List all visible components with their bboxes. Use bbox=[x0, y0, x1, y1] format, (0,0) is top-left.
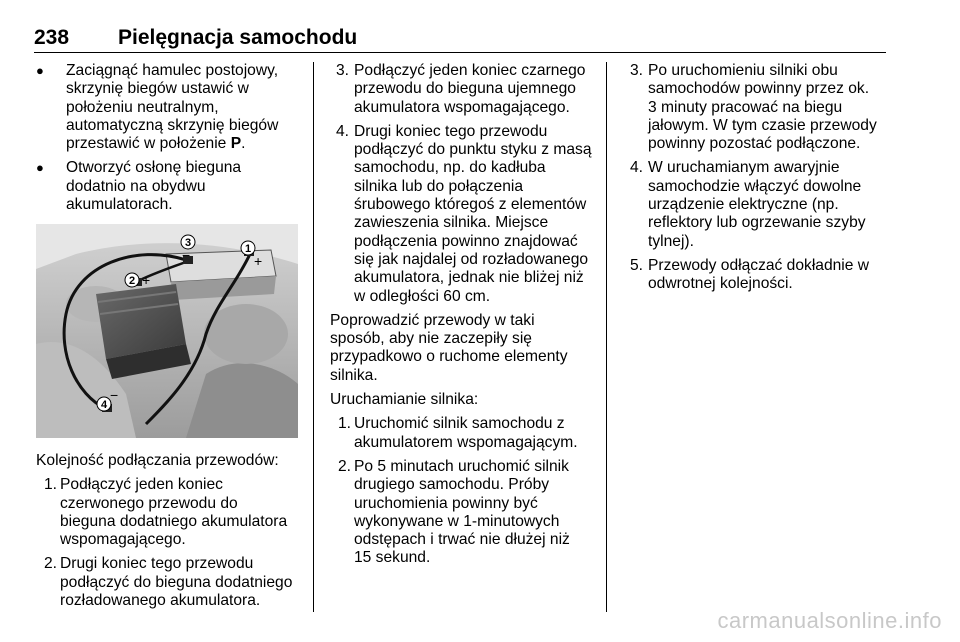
text-line: dodatnio na obydwu bbox=[66, 177, 206, 195]
text-line: Otworzyć osłonę bieguna bbox=[66, 159, 242, 177]
text-line: Zaciągnąć hamulec postojowy, bbox=[66, 62, 279, 79]
list-number: 5. bbox=[630, 256, 644, 274]
text-line: akumulatorach. bbox=[66, 196, 173, 214]
text-line: automatyczną skrzynię biegów bbox=[66, 116, 279, 134]
list-number: 4. bbox=[630, 159, 644, 177]
callout-3-label: 3 bbox=[184, 237, 192, 249]
bullet-icon: ● bbox=[36, 160, 44, 176]
callout-2-label: 2 bbox=[128, 275, 136, 287]
list-item: 4. W uruchamianym awaryjnie samochodzie włączyć dowolne urządzenie elektryczne (np. reflektory lub ogrzewanie szyby tylnej). bbox=[630, 159, 866, 250]
column-1-lower bbox=[36, 452, 300, 616]
text-line: skrzynię biegów ustawić w bbox=[66, 80, 249, 98]
list-number: 3. bbox=[336, 62, 350, 79]
plus-sign: + bbox=[142, 272, 151, 288]
list-number: 4. bbox=[336, 122, 350, 140]
callout-1-label: 1 bbox=[244, 243, 252, 255]
jump-start-illustration bbox=[36, 224, 298, 438]
column-2 bbox=[330, 62, 596, 574]
bullet-item bbox=[36, 159, 300, 214]
plus-sign: + bbox=[254, 253, 263, 269]
gear-position-p: P bbox=[230, 135, 242, 153]
list-item: 3. Po uruchomieniu silniki obu samochodów powinny przez ok. 3 minuty pracować na biegu jałowym. W tym czasie przewody powinny pozostać podłączone. bbox=[630, 62, 877, 153]
list-number: 2. bbox=[338, 457, 352, 475]
paragraph: Poprowadzić przewody w taki sposób, aby nie zaczepiły się przypadkowo o ruchome elementy silnika. bbox=[330, 311, 568, 384]
text-line: przestawić w położenie bbox=[66, 135, 231, 153]
watermark: carmanualsonline.info bbox=[717, 608, 942, 633]
minus-sign: − bbox=[110, 387, 119, 403]
text-line: położeniu neutralnym, bbox=[66, 98, 219, 116]
column-3 bbox=[624, 62, 890, 300]
list-number: 3. bbox=[630, 62, 644, 79]
list-item: 5. Przewody odłączać dokładnie w odwrotnej kolejności. bbox=[630, 256, 870, 293]
list-item: 1. Uruchomić silnik samochodu z akumulatorem wspomagającym. bbox=[338, 415, 578, 451]
list-number: 1. bbox=[44, 476, 58, 494]
list-item: 2. Po 5 minutach uruchomić silnik drugiego samochodu. Próby uruchomienia powinny być wykonywane w 1-minutowych odstępach i trwać nie dłużej niż 15 sekund. bbox=[338, 457, 570, 567]
figure-caption: Kolejność podłączania przewodów: bbox=[36, 452, 279, 469]
bullet-item: ● Zaciągnąć hamulec postojowy, skrzynię biegów ustawić w położeniu neutralnym, automatyczną skrzynię biegów przestawić w położenie P. bbox=[36, 62, 279, 153]
page-title: Pielęgnacja samochodu bbox=[118, 26, 358, 49]
page-header bbox=[34, 26, 886, 52]
minus-sign: − bbox=[182, 247, 191, 263]
subheading: Uruchamianie silnika: bbox=[330, 391, 479, 409]
header-divider bbox=[34, 52, 886, 53]
column-divider-1 bbox=[313, 62, 314, 612]
list-number: 1. bbox=[338, 415, 352, 433]
list-item: 2. Drugi koniec tego przewodu podłączyć do bieguna dodatniego rozładowanego akumulatora. bbox=[44, 555, 293, 610]
list-item: 3. Podłączyć jeden koniec czarnego przewodu do bieguna ujemnego akumulatora wspomagającego. bbox=[336, 62, 586, 116]
list-number: 2. bbox=[44, 555, 58, 573]
bullet-icon: ● bbox=[36, 63, 44, 78]
list-item: 4. Drugi koniec tego przewodu podłączyć do punktu styku z masą samochodu, np. do kadłuba silnika lub do połączenia śrubowego któregoś z elementów zawieszenia silnika. Miejsce podłączenia powinno znajdować się jak najdalej od rozładowanego akumulatora, jednak nie bliżej niż w odległości 60 cm. bbox=[336, 122, 592, 305]
column-divider-2 bbox=[606, 62, 607, 612]
list-item: 1. Podłączyć jeden koniec czerwonego przewodu do bieguna dodatniego akumulatora wspomagającego. bbox=[44, 476, 288, 549]
page-number: 238 bbox=[34, 26, 70, 49]
callout-4-label: 4 bbox=[100, 399, 108, 411]
column-1 bbox=[36, 62, 300, 220]
